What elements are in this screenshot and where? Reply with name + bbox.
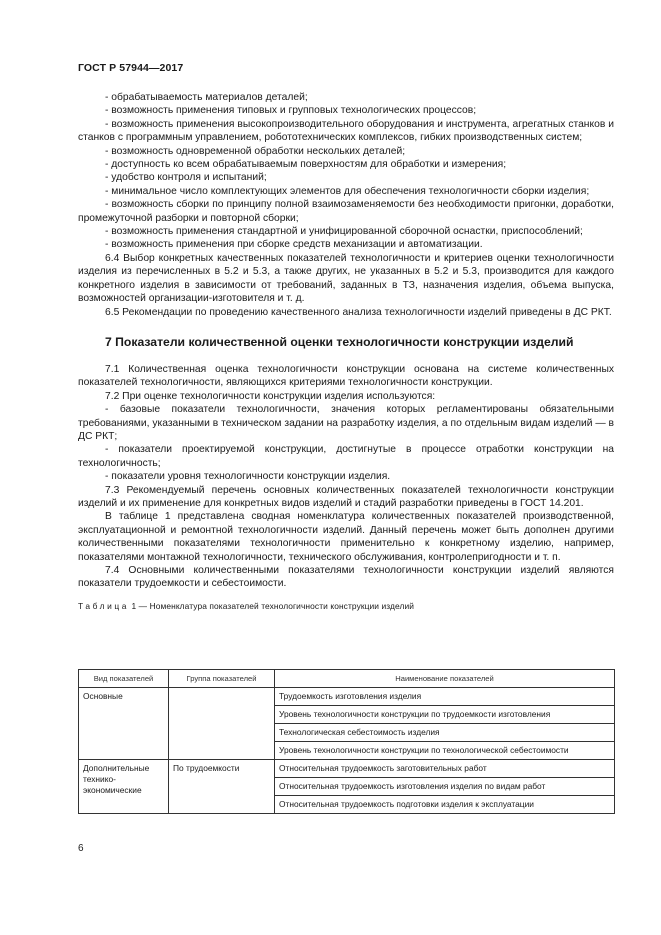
column-header-name: Наименование показателей <box>275 670 615 688</box>
table-caption-text: 1 — Номенклатура показателей технологичности конструкции изделий <box>131 600 415 611</box>
table-cell-name: Относительная трудоемкость заготовительных работ <box>275 760 615 778</box>
table-row <box>79 760 615 778</box>
paragraph-7-3: 7.3 Рекомендуемый перечень основных количественных показателей технологичности конструкции изделий и их применение для конкретных видов изделий и стадий разработки приведены в ГОСТ 14.201. <box>78 484 614 509</box>
paragraph-6-5: 6.5 Рекомендации по проведению качественного анализа технологичности изделий приведены в ДС РКТ. <box>105 306 612 318</box>
paragraph-7-3-continued: В таблице 1 представлена сводная номенклатура количественных показателей производственной, эксплуатационной и ремонтной технологичности изделий. Данный перечень может быть дополнен другими количественными показателями технологичности применительно к конкретному изделию, например, показателями монтажной технологичности, технического обслуживания, контролепригодности и т. п. <box>78 511 614 563</box>
list-item: - возможность сборки по принципу полной взаимозаменяемости без необходимости пригонки, доработки, промежуточной разборки и повторной сборки; <box>78 199 614 224</box>
table-cell-name: Технологическая себестоимость изделия <box>275 724 615 742</box>
column-header-kind: Вид показателей <box>79 670 169 688</box>
table-caption-word: Таблица <box>78 600 130 611</box>
table-cell-kind: Дополнительные технико-экономические <box>79 760 169 814</box>
list-item: - обрабатываемость материалов деталей; <box>105 92 308 103</box>
page-number: 6 <box>78 843 84 854</box>
table-cell-group <box>169 688 275 760</box>
list-item: - возможность применения типовых и групповых технологических процессов; <box>105 105 477 117</box>
table-cell-name: Уровень технологичности конструкции по технологической себестоимости <box>275 742 615 760</box>
list-item: - доступность ко всем обрабатываемым поверхностям для обработки и измерения; <box>105 159 507 171</box>
body-text <box>78 91 614 612</box>
list-item: - удобство контроля и испытаний; <box>105 172 267 184</box>
table-row <box>79 688 615 706</box>
table-cell-name: Уровень технологичности конструкции по трудоемкости изготовления <box>275 706 615 724</box>
list-item: - базовые показатели технологичности, значения которых регламентированы обязательными требованиями, указанными в техническом задании на разработку изделия, а по отдельным видам изделий — в ДС РКТ; <box>78 404 614 442</box>
table-header-row <box>79 670 615 688</box>
list-item: - показатели уровня технологичности конструкции изделия. <box>105 471 391 483</box>
list-item: - возможность одновременной обработки нескольких деталей; <box>105 145 406 157</box>
paragraph-7-1: 7.1 Количественная оценка технологичности конструкции основана на системе количественных показателей технологичности, являющихся критериями технологичности конструкции. <box>78 363 614 389</box>
table-cell-name: Относительная трудоемкость изготовления изделия по видам работ <box>275 778 615 796</box>
table-cell-group: По трудоемкости <box>169 760 275 814</box>
standard-header: ГОСТ Р 57944—2017 <box>78 62 184 74</box>
section-7-title: 7 Показатели количественной оценки технологичности конструкции изделий <box>105 334 574 349</box>
list-item: - возможность применения стандартной и унифицированной сборочной оснастки, приспособлений; <box>105 226 583 238</box>
table-cell-kind: Основные <box>79 688 169 760</box>
table-cell-name: Трудоемкость изготовления изделия <box>275 688 615 706</box>
paragraph-7-4: 7.4 Основными количественными показателями технологичности конструкции изделий являются показатели трудоемкости и себестоимости. <box>78 565 614 590</box>
list-item: - возможность применения при сборке средств механизации и автоматизации. <box>105 239 483 251</box>
table-caption <box>78 600 614 612</box>
list-item: - показатели проектируемой конструкции, достигнутые в процессе отработки конструкции на технологичность; <box>78 444 614 469</box>
table-cell-name: Относительная трудоемкость подготовки изделия к эксплуатации <box>275 796 615 814</box>
paragraph-6-4: 6.4 Выбор конкретных качественных показателей технологичности и критериев оценки технологичности изделия из перечисленных в 5.2 и 5.3, а также других, не указанных в 5.2 и 5.3, производится для каждого конкретного изделия в зависимости от требований, заданных в ТЗ, назначения изделия, объема выпуска, возможностей организации-изготовителя и т. д. <box>78 252 614 305</box>
nomenclature-table <box>78 669 615 814</box>
list-item: - возможность применения высокопроизводительного оборудования и инструмента, агрегатных станков и станков с программным управлением, робототехнических комплексов, гибких производственных систем; <box>78 118 614 144</box>
list-item: - минимальное число комплектующих элементов для обеспечения технологичности сборки изделия; <box>105 185 590 197</box>
column-header-group: Группа показателей <box>169 670 275 688</box>
paragraph-7-2: 7.2 При оценке технологичности конструкции изделия используются: <box>105 390 436 402</box>
